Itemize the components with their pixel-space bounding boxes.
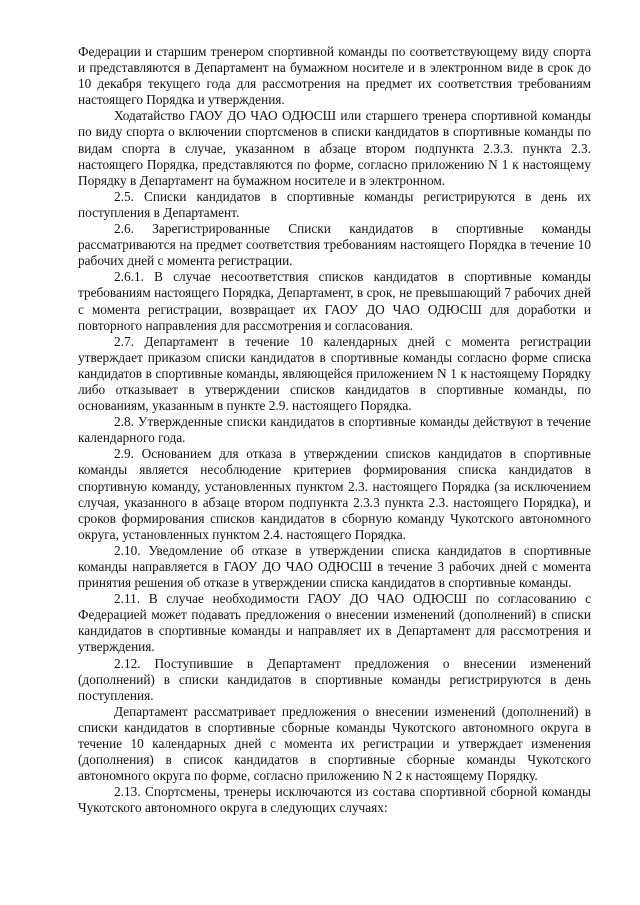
paragraph-2-9: 2.9. Основанием для отказа в утверждении списков кандидатов в спортивные команды является несоблюдение критериев формирования списка кандидатов в спортивную команду, установленных пунктом 2.3. настоящего Порядка (за исключением случая, указанного в абзаце втором подпункта 2.3.3 пункта 2.3. настоящего Порядка), и сроков формирования списков кандидатов в сборную команду Чукотского автономного округа, установленных пунктом 2.4. настоящего Порядка. <box>78 446 591 542</box>
document-body <box>78 44 591 817</box>
paragraph-2-13: 2.13. Спортсмены, тренеры исключаются из состава спортивной сборной команды Чукотского автономного округа в следующих случаях: <box>78 784 591 816</box>
paragraph-2-6-1: 2.6.1. В случае несоответствия списков кандидатов в спортивные команды требованиям настоящего Порядка, Департамент, в срок, не превышающий 7 рабочих дней с момента регистрации, возвращает их ГАОУ ДО ЧАО ОДЮСШ для доработки и повторного направления для рассмотрения и согласования. <box>78 269 591 333</box>
paragraph-2-8: 2.8. Утвержденные списки кандидатов в спортивные команды действуют в течение календарного года. <box>78 414 591 446</box>
paragraph-2-11: 2.11. В случае необходимости ГАОУ ДО ЧАО ОДЮСШ по согласованию с Федерацией может подавать предложения о внесении изменений (дополнений) в списки кандидатов в спортивные команды и направляет их в Департамент для рассмотрения и утверждения. <box>78 591 591 655</box>
paragraph-2-12: 2.12. Поступившие в Департамент предложения о внесении изменений (дополнений) в списки кандидатов в спортивные команды регистрируются в день поступления. <box>78 655 591 703</box>
paragraph-2-10: 2.10. Уведомление об отказе в утверждении списка кандидатов в спортивные команды направляется в ГАОУ ДО ЧАО ОДЮСШ в течение 3 рабочих дней с момента принятия решения об отказе в утверждении списка кандидатов в спортивные команды. <box>78 542 591 591</box>
paragraph-2-5: 2.5. Списки кандидатов в спортивные команды регистрируются в день их поступления в Департамент. <box>78 188 591 220</box>
paragraph-petition: Ходатайство ГАОУ ДО ЧАО ОДЮСШ или старшего тренера спортивной команды по виду спорта о включении спортсменов в списки кандидатов в спортивные команды по видам спорта в случае, указанном в абзаце втором подпункта 2.3.3. пункта 2.3. настоящего Порядка, представляются по форме, согласно приложению N 1 к настоящему Порядку в Департамент на бумажном носителе и в электронном. <box>78 108 591 188</box>
paragraph-department-review: Департамент рассматривает предложения о внесении изменений (дополнений) в списки кандидатов в спортивные сборные команды Чукотского автономного округа в течение 10 календарных дней с момента их регистрации и утверждает изменения (дополнения) в список кандидатов в спортивные сборные команды Чукотского автономного округа по форме, согласно приложению N 2 к настоящему Порядку. <box>78 703 591 784</box>
paragraph-2-7: 2.7. Департамент в течение 10 календарных дней с момента регистрации утверждает приказом списки кандидатов в спортивные команды согласно форме списка кандидатов в спортивные команды, являющейся приложением N 1 к настоящему Порядку либо отказывает в утверждении списков кандидатов в спортивные команды, по основаниям, указанным в пункте 2.9. настоящего Порядка. <box>78 333 591 414</box>
paragraph-2-6: 2.6. Зарегистрированные Списки кандидатов в спортивные команды рассматриваются на предмет соответствия требованиям настоящего Порядка в течение 10 рабочих дней с момента регистрации. <box>78 221 591 269</box>
paragraph-continuation: Федерации и старшим тренером спортивной команды по соответствующему виду спорта и представляются в Департамент на бумажном носителе и в электронном виде в срок до 10 декабря текущего года для рассмотрения на предмет их соответствия требованиям настоящего Порядка и утверждения. <box>78 44 591 108</box>
